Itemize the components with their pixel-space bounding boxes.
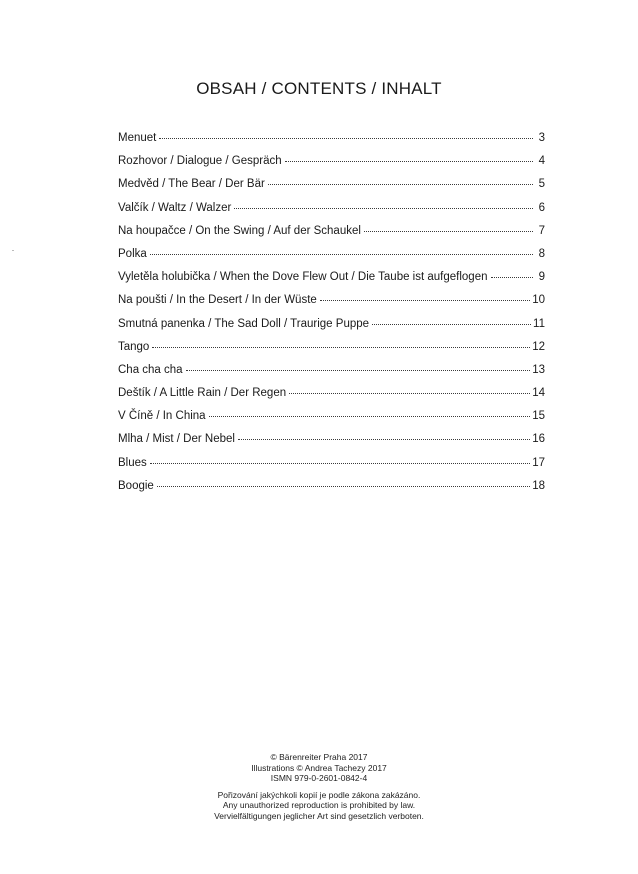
toc-dot-leader bbox=[320, 290, 530, 301]
toc-entry-page: 3 bbox=[538, 132, 545, 144]
toc-entry-page: 15 bbox=[532, 410, 545, 423]
toc-entry-page: 11 bbox=[533, 317, 545, 330]
illustrations-credit: Illustrations © Andrea Tachezy 2017 bbox=[251, 762, 387, 773]
toc-entry-title: Blues bbox=[118, 456, 147, 469]
toc-entry-title: Valčík / Waltz / Walzer bbox=[118, 201, 232, 214]
toc-entry-page: 13 bbox=[532, 363, 545, 376]
toc-entry-title: Vyletěla holubička / When the Dove Flew Out / Die Taube ist aufgeflogen bbox=[118, 271, 488, 284]
toc-dot-leader bbox=[364, 221, 533, 232]
toc-dot-leader bbox=[186, 360, 531, 371]
toc-dot-leader bbox=[159, 128, 533, 139]
notice-czech: Pořizování jakýchkoli kopií je podle zákona zakázáno. bbox=[217, 789, 421, 800]
toc-entry-page: 18 bbox=[532, 479, 545, 492]
toc-entry bbox=[118, 406, 545, 429]
toc-dot-leader bbox=[285, 151, 533, 162]
toc-entry bbox=[118, 198, 545, 221]
toc-entry bbox=[118, 337, 545, 360]
footer bbox=[0, 752, 638, 822]
toc-entry bbox=[118, 360, 545, 383]
toc-entry bbox=[118, 128, 545, 151]
notice-german: Vervielfältigungen jeglicher Art sind gesetzlich verboten. bbox=[214, 810, 424, 821]
toc-entry-page: 5 bbox=[538, 178, 545, 191]
toc-entry bbox=[118, 244, 545, 267]
toc-entry-title: Smutná panenka / The Sad Doll / Traurige Puppe bbox=[118, 317, 370, 330]
toc-entry-page: 7 bbox=[538, 224, 545, 237]
toc-dot-leader bbox=[289, 383, 530, 394]
toc-entry bbox=[118, 314, 545, 337]
toc-entry bbox=[118, 151, 545, 174]
copyright-line: © Bärenreiter Praha 2017 bbox=[270, 752, 368, 762]
toc-entry-title: Tango bbox=[118, 340, 150, 353]
toc-entry bbox=[118, 383, 545, 406]
toc-entry bbox=[118, 476, 545, 499]
page-title: OBSAH / CONTENTS / INHALT bbox=[196, 79, 442, 98]
toc-dot-leader bbox=[150, 453, 530, 464]
toc-entry-title: Na houpačce / On the Swing / Auf der Schaukel bbox=[118, 224, 361, 237]
toc-entry-title: Mlha / Mist / Der Nebel bbox=[118, 433, 235, 446]
margin-mark bbox=[12, 250, 14, 251]
toc-entry-title: Na poušti / In the Desert / In der Wüste bbox=[118, 294, 317, 307]
toc-entry bbox=[118, 290, 545, 313]
toc-entry bbox=[118, 429, 545, 452]
toc-entry-page: 10 bbox=[532, 294, 545, 307]
toc-dot-leader bbox=[491, 267, 534, 278]
toc-entry-title: Boogie bbox=[118, 479, 154, 492]
toc-dot-leader bbox=[268, 174, 533, 185]
toc-entry bbox=[118, 174, 545, 197]
toc-dot-leader bbox=[234, 198, 533, 209]
toc-entry-title: Medvěd / The Bear / Der Bär bbox=[118, 178, 265, 191]
toc-entry-page: 8 bbox=[538, 247, 545, 260]
toc-entry-title: Menuet bbox=[118, 132, 157, 144]
toc-dot-leader bbox=[157, 476, 530, 487]
toc-dot-leader bbox=[152, 337, 530, 348]
toc-entry-page: 14 bbox=[532, 387, 545, 400]
toc-dot-leader bbox=[150, 244, 533, 255]
table-of-contents bbox=[118, 128, 545, 499]
toc-entry-page: 16 bbox=[532, 433, 545, 446]
toc-dot-leader bbox=[238, 429, 530, 440]
toc-entry-title: V Číně / In China bbox=[118, 410, 206, 423]
toc-entry-page: 12 bbox=[532, 340, 545, 353]
toc-entry-page: 9 bbox=[538, 271, 545, 284]
toc-dot-leader bbox=[372, 314, 531, 325]
toc-entry-title: Rozhovor / Dialogue / Gespräch bbox=[118, 155, 282, 168]
toc-entry-page: 4 bbox=[538, 155, 545, 168]
ismn-number: ISMN 979-0-2601-0842-4 bbox=[270, 773, 368, 784]
notice-english: Any unauthorized reproduction is prohibited by law. bbox=[222, 800, 416, 811]
toc-entry-title: Deštík / A Little Rain / Der Regen bbox=[118, 387, 287, 400]
toc-entry-title: Polka bbox=[118, 247, 147, 260]
toc-entry bbox=[118, 267, 545, 290]
toc-dot-leader bbox=[209, 406, 531, 417]
toc-entry-page: 6 bbox=[538, 201, 545, 214]
toc-entry bbox=[118, 221, 545, 244]
toc-entry-title: Cha cha cha bbox=[118, 363, 183, 376]
toc-entry bbox=[118, 453, 545, 476]
toc-entry-page: 17 bbox=[532, 456, 545, 469]
